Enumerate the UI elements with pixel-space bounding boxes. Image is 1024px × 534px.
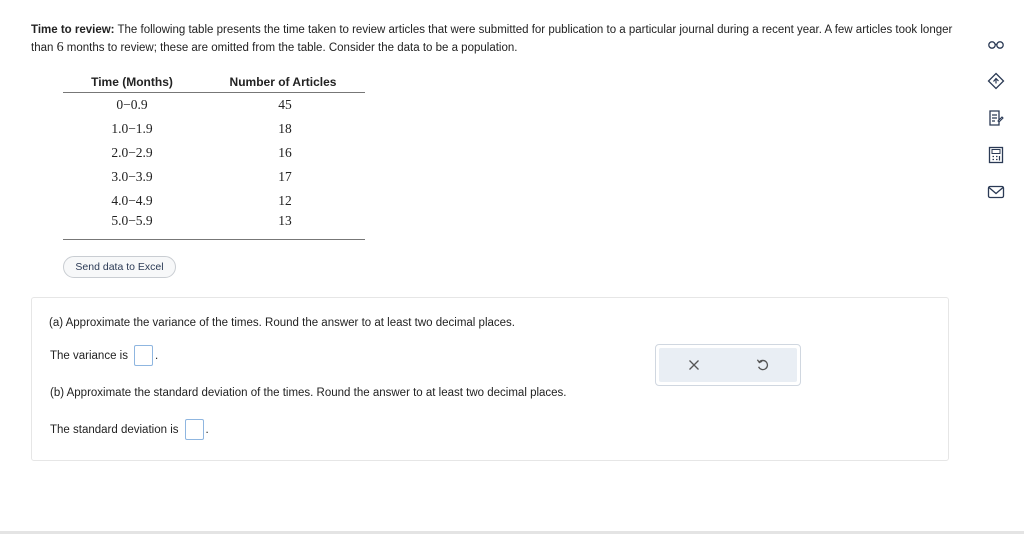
variance-label: The variance is — [50, 349, 128, 362]
count-cell: 12 — [278, 193, 292, 208]
variance-input[interactable] — [134, 345, 153, 366]
problem-text-a: The following table presents the time taken to review articles that were submitted for publication to a particular journal during a recent year. A few articles took longer than — [31, 24, 953, 54]
x-icon[interactable] — [679, 350, 709, 380]
answer-panel — [31, 297, 949, 461]
table-row — [63, 93, 365, 118]
problem-label: Time to review: — [31, 24, 115, 36]
send-to-excel-button[interactable]: Send data to Excel — [63, 256, 176, 278]
answer-line-b — [50, 419, 209, 440]
time-cell: 2.0−2.9 — [111, 145, 153, 160]
compass-icon[interactable] — [985, 70, 1007, 92]
count-cell: 16 — [278, 145, 292, 160]
problem-text-b: months to review; these are omitted from the table. Consider the data to be a population. — [63, 42, 518, 54]
period: . — [205, 423, 209, 436]
count-cell: 13 — [201, 213, 365, 240]
table-row — [63, 165, 365, 189]
table-row — [63, 189, 365, 213]
notes-icon[interactable] — [985, 107, 1007, 129]
table-row — [63, 213, 365, 240]
std-dev-label: The standard deviation is — [50, 423, 179, 436]
header-time: Time (Months) — [63, 72, 201, 93]
count-cell: 17 — [278, 169, 292, 184]
undo-icon[interactable] — [748, 350, 778, 380]
data-table — [63, 72, 365, 240]
time-cell: 1.0−1.9 — [111, 121, 153, 136]
months-number: 6 — [56, 40, 64, 55]
answer-tools — [655, 344, 801, 386]
time-cell: 0−0.9 — [116, 97, 148, 112]
time-cell: 5.0−5.9 — [63, 213, 201, 240]
mail-icon[interactable] — [985, 181, 1007, 203]
question-a: (a) Approximate the variance of the times. Round the answer to at least two decimal places. — [49, 317, 515, 329]
time-cell: 4.0−4.9 — [111, 193, 153, 208]
count-cell: 18 — [278, 121, 292, 136]
header-count: Number of Articles — [201, 72, 365, 93]
time-cell: 3.0−3.9 — [111, 169, 153, 184]
question-b: (b) Approximate the standard deviation of the times. Round the answer to at least two decimal places. — [50, 387, 567, 399]
table-header-row — [63, 72, 365, 93]
answer-line-a — [50, 345, 158, 366]
period: . — [154, 349, 159, 362]
calculator-icon[interactable] — [985, 144, 1007, 166]
problem-statement — [31, 22, 961, 57]
std-dev-input[interactable] — [185, 419, 204, 440]
count-cell: 45 — [278, 97, 292, 112]
glasses-icon[interactable] — [985, 34, 1007, 56]
table-row — [63, 141, 365, 165]
table-row — [63, 117, 365, 141]
answer-tools-inner — [659, 348, 797, 382]
